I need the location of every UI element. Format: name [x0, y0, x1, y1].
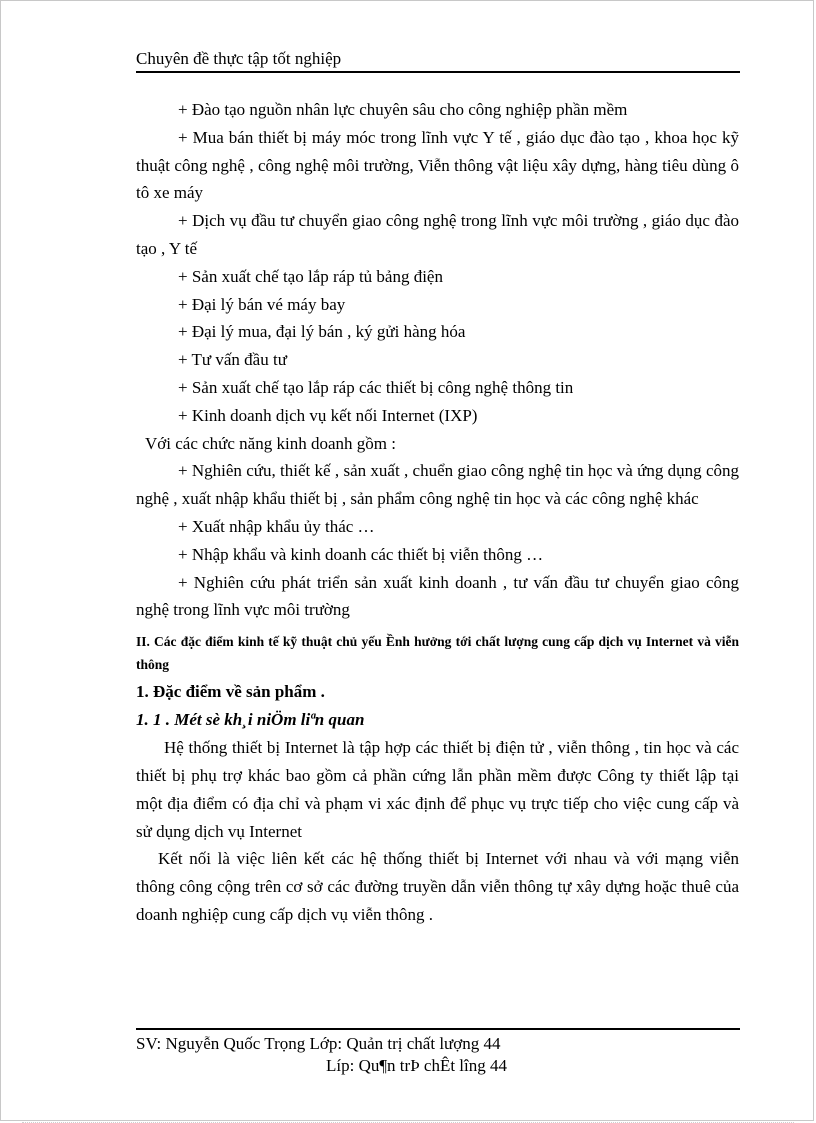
document-body	[136, 96, 739, 929]
paragraph-13: + Nhập khẩu và kinh doanh các thiết bị viễn thông …	[178, 544, 544, 564]
paragraph-14: + Nghiên cứu phát triển sản xuất kinh doanh , tư vấn đầu tư chuyển giao công nghệ trong lĩnh vực môi trường	[136, 572, 739, 620]
paragraph-11: + Nghiên cứu, thiết kế , sản xuất , chuển giao công nghệ tin học và ứng dụng công nghệ , xuất nhập khẩu thiết bị , sản phẩm công nghệ tin học và các công nghệ khác	[136, 461, 739, 509]
paragraph-15: Hệ thống thiết bị Internet là tập hợp các thiết bị điện tử , viễn thông , tin học và các thiết bị phụ trợ khác bao gồm cả phần cứng lẫn phần mềm được Công ty thiết lập tại một địa điểm có địa chỉ và phạm vi xác định để phục vụ trực tiếp cho việc cung cấp và sử dụng dịch vụ Internet	[136, 738, 739, 841]
paragraph-5: + Đại lý bán vé máy bay	[178, 294, 346, 314]
header-rule	[136, 71, 740, 73]
paragraph-1: + Đào tạo nguồn nhân lực chuyên sâu cho công nghiệp phần mềm	[178, 100, 628, 119]
footer-rule	[136, 1028, 740, 1030]
paragraph-16: Kết nối là việc liên kết các hệ thống thiết bị Internet với nhau và với mạng viễn thông công cộng trên cơ sở các đường truyền dẫn viễn thông tự xây dựng hoặc thuê của doanh nghiệp cung cấp dịch vụ viễn thông .	[136, 849, 739, 924]
paragraph-4: + Sản xuất chế tạo lắp ráp tủ bảng điện	[178, 266, 443, 286]
paragraph-8: + Sản xuất chế tạo lắp ráp các thiết bị công nghệ thông tin	[178, 377, 574, 397]
paragraph-7: + Tư vấn đầu tư	[178, 350, 287, 370]
paragraph-2: + Mua bán thiết bị máy móc trong lĩnh vực Y tế , giáo dục đào tạo , khoa học kỹ thuật công nghệ , công nghệ môi trường, Viễn thông vật liệu xây dựng, hàng tiêu dùng ô tô xe máy	[136, 127, 739, 203]
section-heading: II. Các đặc điểm kinh tế kỹ thuật chủ yếu Ềnh hưởng tới chất lượng cung cấp dịch vụ Internet và viễn thông	[136, 634, 739, 673]
paragraph-3: + Dịch vụ đầu tư chuyển giao công nghệ trong lĩnh vực môi trường , giáo dục đào tạo , Y tế	[136, 211, 739, 258]
paragraph-10: Với các chức năng kinh doanh gồm :	[145, 433, 396, 453]
paragraph-6: + Đại lý mua, đại lý bán , ký gửi hàng hóa	[178, 322, 466, 342]
footer-class-line: Líp: Qu¶n trÞ chÊt lîng 44	[326, 1056, 507, 1075]
paragraph-9: + Kinh doanh dịch vụ kết nối Internet (IXP)	[178, 405, 478, 425]
subheading-1: 1. Đặc điểm về sản phẩm .	[136, 682, 325, 702]
running-header: Chuyên đề thực tập tốt nghiệp	[136, 49, 342, 68]
paragraph-12: + Xuất nhập khẩu ủy thác …	[178, 516, 375, 536]
subheading-1-1: 1. 1 . Mét sè kh¸i niÖm liªn quan	[136, 710, 365, 730]
footer-student-line: SV: Nguyễn Quốc Trọng Lớp: Quản trị chất lượng 44	[136, 1034, 501, 1053]
